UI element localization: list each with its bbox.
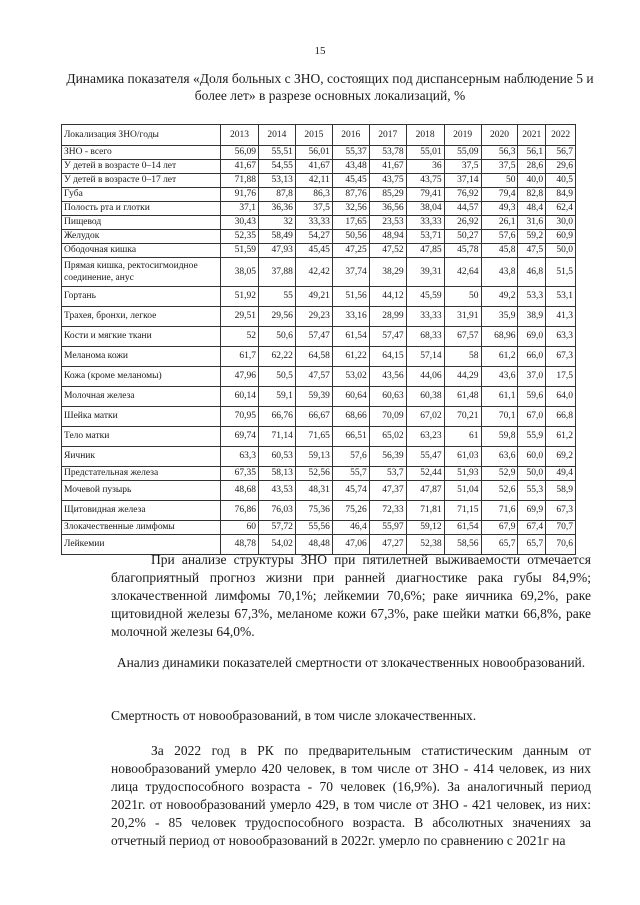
table-cell: 38,05 — [221, 258, 259, 287]
table-cell: 47,06 — [332, 535, 369, 555]
table-cell: 55,56 — [295, 521, 332, 535]
row-label: У детей в возрасте 0–14 лет — [62, 160, 221, 174]
table-cell: 26,92 — [444, 216, 481, 230]
table-row — [62, 244, 576, 258]
table-cell: 67,35 — [221, 467, 259, 481]
table-cell: 66,51 — [332, 427, 369, 447]
table-cell: 58,56 — [444, 535, 481, 555]
table-cell: 47,27 — [369, 535, 406, 555]
table-cell: 70,7 — [546, 521, 576, 535]
table-cell: 28,99 — [369, 307, 406, 327]
table-cell: 38,9 — [518, 307, 546, 327]
table-cell: 55 — [258, 287, 295, 307]
table-cell: 17,5 — [546, 367, 576, 387]
row-label: Прямая кишка, ректосигмоидное соединение, анус — [62, 258, 221, 287]
table-cell: 56,1 — [518, 146, 546, 160]
table-cell: 60,9 — [546, 230, 576, 244]
table-cell: 70,09 — [369, 407, 406, 427]
table-cell: 79,4 — [481, 188, 518, 202]
section-heading: Анализ динамики показателей смертности от злокачественных новообразований. — [116, 655, 586, 670]
table-cell: 65,02 — [369, 427, 406, 447]
table-row — [62, 202, 576, 216]
table-cell: 53,71 — [406, 230, 444, 244]
table-cell: 61,7 — [221, 347, 259, 367]
table-cell: 17,65 — [332, 216, 369, 230]
table-cell: 37,5 — [481, 160, 518, 174]
table-cell: 70,6 — [546, 535, 576, 555]
table-cell: 42,11 — [295, 174, 332, 188]
table-cell: 37,0 — [518, 367, 546, 387]
table-cell: 61,1 — [481, 387, 518, 407]
table-cell: 56,01 — [295, 146, 332, 160]
table-cell: 37,14 — [444, 174, 481, 188]
table-cell: 59,6 — [518, 387, 546, 407]
table-cell: 63,3 — [221, 447, 259, 467]
table-header-row — [62, 125, 576, 146]
table-cell: 45,45 — [295, 244, 332, 258]
section-subheading: Смертность от новообразований, в том числе злокачественных. — [111, 708, 477, 723]
table-cell: 87,76 — [332, 188, 369, 202]
table-cell: 76,03 — [258, 501, 295, 521]
row-label: Ободочная кишка — [62, 244, 221, 258]
row-label: У детей в возрасте 0–17 лет — [62, 174, 221, 188]
table-cell: 71,65 — [295, 427, 332, 447]
table-cell: 70,1 — [481, 407, 518, 427]
column-header-year: 2018 — [406, 125, 444, 146]
table-cell: 45,8 — [481, 244, 518, 258]
table-cell: 51,04 — [444, 481, 481, 501]
table-cell: 37,74 — [332, 258, 369, 287]
table-cell: 57,6 — [481, 230, 518, 244]
table-cell: 57,47 — [295, 327, 332, 347]
row-label: Пищевод — [62, 216, 221, 230]
table-cell: 49,2 — [481, 287, 518, 307]
table-cell: 23,53 — [369, 216, 406, 230]
table-cell: 59,39 — [295, 387, 332, 407]
table-cell: 71,81 — [406, 501, 444, 521]
table-cell: 53,13 — [258, 174, 295, 188]
table-cell: 67,4 — [518, 521, 546, 535]
table-cell: 64,15 — [369, 347, 406, 367]
table-cell: 61,03 — [444, 447, 481, 467]
table-cell: 66,0 — [518, 347, 546, 367]
column-header-localization: Локализация ЗНО/годы — [62, 125, 221, 146]
column-header-year: 2013 — [221, 125, 259, 146]
table-row — [62, 467, 576, 481]
table-row — [62, 216, 576, 230]
row-label: Яичник — [62, 447, 221, 467]
table-cell: 53,7 — [369, 467, 406, 481]
table-cell: 54,55 — [258, 160, 295, 174]
table-cell: 55,3 — [518, 481, 546, 501]
table-cell: 68,96 — [481, 327, 518, 347]
table-cell: 49,3 — [481, 202, 518, 216]
table-cell: 47,85 — [406, 244, 444, 258]
table-cell: 58,9 — [546, 481, 576, 501]
table-cell: 47,93 — [258, 244, 295, 258]
table-cell: 47,57 — [295, 367, 332, 387]
table-cell: 79,41 — [406, 188, 444, 202]
table-cell: 72,33 — [369, 501, 406, 521]
table-cell: 43,56 — [369, 367, 406, 387]
table-cell: 60,0 — [518, 447, 546, 467]
table-cell: 31,6 — [518, 216, 546, 230]
table-cell: 29,56 — [258, 307, 295, 327]
row-label: Трахея, бронхи, легкое — [62, 307, 221, 327]
table-cell: 58,13 — [258, 467, 295, 481]
table-cell: 44,29 — [444, 367, 481, 387]
row-label: Шейка матки — [62, 407, 221, 427]
table-cell: 29,23 — [295, 307, 332, 327]
table-cell: 40,0 — [518, 174, 546, 188]
table-cell: 59,2 — [518, 230, 546, 244]
table-cell: 76,86 — [221, 501, 259, 521]
table-cell: 56,09 — [221, 146, 259, 160]
table-cell: 43,75 — [369, 174, 406, 188]
table-cell: 61,22 — [332, 347, 369, 367]
table-cell: 32,56 — [332, 202, 369, 216]
table-cell: 59,13 — [295, 447, 332, 467]
table-row — [62, 501, 576, 521]
table-cell: 29,51 — [221, 307, 259, 327]
table-row — [62, 427, 576, 447]
table-cell: 37,5 — [444, 160, 481, 174]
table-cell: 36,56 — [369, 202, 406, 216]
table-cell: 39,31 — [406, 258, 444, 287]
table-cell: 51,93 — [444, 467, 481, 481]
table-cell: 30,0 — [546, 216, 576, 230]
table-cell: 64,0 — [546, 387, 576, 407]
column-header-year: 2022 — [546, 125, 576, 146]
table-cell: 41,67 — [221, 160, 259, 174]
table-cell: 91,76 — [221, 188, 259, 202]
row-label: Меланома кожи — [62, 347, 221, 367]
table-cell: 61 — [444, 427, 481, 447]
table-cell: 50 — [481, 174, 518, 188]
survival-analysis-paragraph: При анализе структуры ЗНО при пятилетней выживаемости отмечается благоприятный прогноз жизни при ранней диагностике рака губы 84,9%; злокачественной лимфомы 70,1%; лейкемии 70,6%; раке яичника 69,2%, раке щитовидной железы 67,3%, меланоме кожи 67,3%, раке шейки матки 66,8%, раке молочной железы 64,0%. — [111, 552, 591, 639]
table-cell: 59,8 — [481, 427, 518, 447]
table-cell: 71,14 — [258, 427, 295, 447]
table-cell: 37,5 — [295, 202, 332, 216]
table-cell: 50,6 — [258, 327, 295, 347]
row-label: Желудок — [62, 230, 221, 244]
table-cell: 50,27 — [444, 230, 481, 244]
statistics-table — [61, 124, 576, 555]
table-cell: 48,31 — [295, 481, 332, 501]
table-cell: 29,6 — [546, 160, 576, 174]
table-cell: 67,9 — [481, 521, 518, 535]
table-cell: 40,5 — [546, 174, 576, 188]
table-cell: 67,02 — [406, 407, 444, 427]
table-cell: 60,64 — [332, 387, 369, 407]
table-cell: 47,25 — [332, 244, 369, 258]
table-cell: 47,87 — [406, 481, 444, 501]
column-header-year: 2014 — [258, 125, 295, 146]
table-cell: 75,36 — [295, 501, 332, 521]
table-cell: 30,43 — [221, 216, 259, 230]
table-row — [62, 188, 576, 202]
table-cell: 41,3 — [546, 307, 576, 327]
row-label: Лейкемии — [62, 535, 221, 555]
table-cell: 69,9 — [518, 501, 546, 521]
table-cell: 69,0 — [518, 327, 546, 347]
table-cell: 58,49 — [258, 230, 295, 244]
column-header-year: 2017 — [369, 125, 406, 146]
table-cell: 50,5 — [258, 367, 295, 387]
row-label: ЗНО - всего — [62, 146, 221, 160]
table-cell: 55,7 — [332, 467, 369, 481]
row-label: Тело матки — [62, 427, 221, 447]
table-cell: 50,0 — [546, 244, 576, 258]
table-cell: 41,67 — [295, 160, 332, 174]
table-cell: 69,74 — [221, 427, 259, 447]
table-row — [62, 230, 576, 244]
table-cell: 53,3 — [518, 287, 546, 307]
table-cell: 56,39 — [369, 447, 406, 467]
table-cell: 33,33 — [295, 216, 332, 230]
table-cell: 48,4 — [518, 202, 546, 216]
table-cell: 59,12 — [406, 521, 444, 535]
table-cell: 44,57 — [444, 202, 481, 216]
column-header-year: 2020 — [481, 125, 518, 146]
table-cell: 47,37 — [369, 481, 406, 501]
table-cell: 51,92 — [221, 287, 259, 307]
table-cell: 52,35 — [221, 230, 259, 244]
table-cell: 45,59 — [406, 287, 444, 307]
table-cell: 55,47 — [406, 447, 444, 467]
table-cell: 55,37 — [332, 146, 369, 160]
table-cell: 48,94 — [369, 230, 406, 244]
table-row — [62, 160, 576, 174]
table-cell: 33,16 — [332, 307, 369, 327]
table-row — [62, 307, 576, 327]
table-cell: 33,33 — [406, 216, 444, 230]
table-cell: 37,88 — [258, 258, 295, 287]
table-cell: 56,3 — [481, 146, 518, 160]
table-cell: 46,8 — [518, 258, 546, 287]
table-cell: 63,23 — [406, 427, 444, 447]
table-row — [62, 174, 576, 188]
table-cell: 51,56 — [332, 287, 369, 307]
table-cell: 31,91 — [444, 307, 481, 327]
table-cell: 65,7 — [518, 535, 546, 555]
table-cell: 41,67 — [369, 160, 406, 174]
table-cell: 61,48 — [444, 387, 481, 407]
table-cell: 43,48 — [332, 160, 369, 174]
table-cell: 86,3 — [295, 188, 332, 202]
table-cell: 60,53 — [258, 447, 295, 467]
table-cell: 68,33 — [406, 327, 444, 347]
table-cell: 47,52 — [369, 244, 406, 258]
table-row — [62, 287, 576, 307]
table-row — [62, 521, 576, 535]
table-cell: 53,78 — [369, 146, 406, 160]
table-cell: 48,78 — [221, 535, 259, 555]
table-cell: 56,7 — [546, 146, 576, 160]
table-cell: 53,1 — [546, 287, 576, 307]
table-cell: 71,6 — [481, 501, 518, 521]
table-cell: 43,53 — [258, 481, 295, 501]
row-label: Молочная железа — [62, 387, 221, 407]
table-cell: 52,6 — [481, 481, 518, 501]
table-cell: 52,56 — [295, 467, 332, 481]
table-cell: 60,63 — [369, 387, 406, 407]
table-cell: 54,27 — [295, 230, 332, 244]
table-cell: 70,21 — [444, 407, 481, 427]
table-cell: 45,74 — [332, 481, 369, 501]
table-row — [62, 367, 576, 387]
table-cell: 61,2 — [481, 347, 518, 367]
table-cell: 60,38 — [406, 387, 444, 407]
row-label: Мочевой пузырь — [62, 481, 221, 501]
table-cell: 48,68 — [221, 481, 259, 501]
table-cell: 26,1 — [481, 216, 518, 230]
table-cell: 61,54 — [332, 327, 369, 347]
table-cell: 43,8 — [481, 258, 518, 287]
table-cell: 53,02 — [332, 367, 369, 387]
table-cell: 85,29 — [369, 188, 406, 202]
table-cell: 52,44 — [406, 467, 444, 481]
table-cell: 69,2 — [546, 447, 576, 467]
table-cell: 51,59 — [221, 244, 259, 258]
table-cell: 47,96 — [221, 367, 259, 387]
table-cell: 50 — [444, 287, 481, 307]
table-cell: 57,47 — [369, 327, 406, 347]
table-cell: 37,1 — [221, 202, 259, 216]
table-cell: 49,4 — [546, 467, 576, 481]
table-cell: 58 — [444, 347, 481, 367]
row-label: Полость рта и глотки — [62, 202, 221, 216]
table-cell: 50,56 — [332, 230, 369, 244]
table-cell: 55,97 — [369, 521, 406, 535]
table-cell: 33,33 — [406, 307, 444, 327]
table-cell: 49,21 — [295, 287, 332, 307]
column-header-year: 2021 — [518, 125, 546, 146]
table-cell: 43,6 — [481, 367, 518, 387]
table-cell: 54,02 — [258, 535, 295, 555]
table-cell: 35,9 — [481, 307, 518, 327]
table-cell: 66,76 — [258, 407, 295, 427]
table-cell: 62,22 — [258, 347, 295, 367]
table-cell: 59,1 — [258, 387, 295, 407]
table-cell: 60,14 — [221, 387, 259, 407]
row-label: Злокачественные лимфомы — [62, 521, 221, 535]
row-label: Щитовидная железа — [62, 501, 221, 521]
table-cell: 42,42 — [295, 258, 332, 287]
table-cell: 87,8 — [258, 188, 295, 202]
table-cell: 45,45 — [332, 174, 369, 188]
table-cell: 68,66 — [332, 407, 369, 427]
table-cell: 66,8 — [546, 407, 576, 427]
table-row — [62, 447, 576, 467]
row-label: Предстательная железа — [62, 467, 221, 481]
table-row — [62, 258, 576, 287]
table-cell: 70,95 — [221, 407, 259, 427]
table-row — [62, 327, 576, 347]
table-body — [62, 146, 576, 555]
table-row — [62, 387, 576, 407]
table-cell: 57,14 — [406, 347, 444, 367]
table-row — [62, 347, 576, 367]
table-cell: 76,92 — [444, 188, 481, 202]
table-cell: 67,3 — [546, 501, 576, 521]
table-cell: 57,6 — [332, 447, 369, 467]
table-cell: 57,72 — [258, 521, 295, 535]
table-cell: 28,6 — [518, 160, 546, 174]
table-cell: 36 — [406, 160, 444, 174]
table-row — [62, 481, 576, 501]
table-cell: 55,01 — [406, 146, 444, 160]
table-row — [62, 407, 576, 427]
table-cell: 52,38 — [406, 535, 444, 555]
table-cell: 64,58 — [295, 347, 332, 367]
table-title: Динамика показателя «Доля больных с ЗНО, состоящих под диспансерным наблюдение 5 и более лет» в разрезе основных локализаций, % — [66, 71, 594, 103]
table-cell: 67,0 — [518, 407, 546, 427]
table-cell: 55,51 — [258, 146, 295, 160]
column-header-year: 2016 — [332, 125, 369, 146]
table-cell: 82,8 — [518, 188, 546, 202]
table-cell: 47,5 — [518, 244, 546, 258]
table-cell: 55,9 — [518, 427, 546, 447]
table-cell: 61,54 — [444, 521, 481, 535]
table-cell: 50,0 — [518, 467, 546, 481]
table-cell: 51,5 — [546, 258, 576, 287]
table-cell: 45,78 — [444, 244, 481, 258]
table-cell: 36,36 — [258, 202, 295, 216]
row-label: Кожа (кроме меланомы) — [62, 367, 221, 387]
table-cell: 62,4 — [546, 202, 576, 216]
row-label: Губа — [62, 188, 221, 202]
table-cell: 61,2 — [546, 427, 576, 447]
table-cell: 38,29 — [369, 258, 406, 287]
table-cell: 67,3 — [546, 347, 576, 367]
table-cell: 48,48 — [295, 535, 332, 555]
table-cell: 71,88 — [221, 174, 259, 188]
page-number: 15 — [314, 45, 326, 57]
table-cell: 60 — [221, 521, 259, 535]
table-cell: 75,26 — [332, 501, 369, 521]
table-cell: 63,6 — [481, 447, 518, 467]
column-header-year: 2015 — [295, 125, 332, 146]
table-cell: 43,75 — [406, 174, 444, 188]
table-cell: 46,4 — [332, 521, 369, 535]
table-cell: 55,09 — [444, 146, 481, 160]
table-cell: 44,12 — [369, 287, 406, 307]
column-header-year: 2019 — [444, 125, 481, 146]
table-cell: 32 — [258, 216, 295, 230]
table-cell: 44,06 — [406, 367, 444, 387]
table-cell: 84,9 — [546, 188, 576, 202]
table-cell: 52,9 — [481, 467, 518, 481]
mortality-paragraph: За 2022 год в РК по предварительным статистическим данным от новообразований умерло 420 человек, в том числе от ЗНО - 414 человек, из них лица трудоспособного возраста - 70 человек (16,9%). За аналогичный период 2021г. от новообразований умерло 429, в том числе от ЗНО - 421 человек, из них: 20,2% - 85 человек трудоспособного возраста. В абсолютных значениях за отчетный период от новообразований в 2022г. умерло по сравнению с 2021г на — [111, 743, 591, 848]
table-cell: 67,57 — [444, 327, 481, 347]
table-cell: 42,64 — [444, 258, 481, 287]
table-cell: 71,15 — [444, 501, 481, 521]
table-cell: 63,3 — [546, 327, 576, 347]
row-label: Кости и мягкие ткани — [62, 327, 221, 347]
table-cell: 38,04 — [406, 202, 444, 216]
table-row — [62, 146, 576, 160]
table-cell: 66,67 — [295, 407, 332, 427]
table-cell: 65,7 — [481, 535, 518, 555]
table-cell: 52 — [221, 327, 259, 347]
row-label: Гортань — [62, 287, 221, 307]
